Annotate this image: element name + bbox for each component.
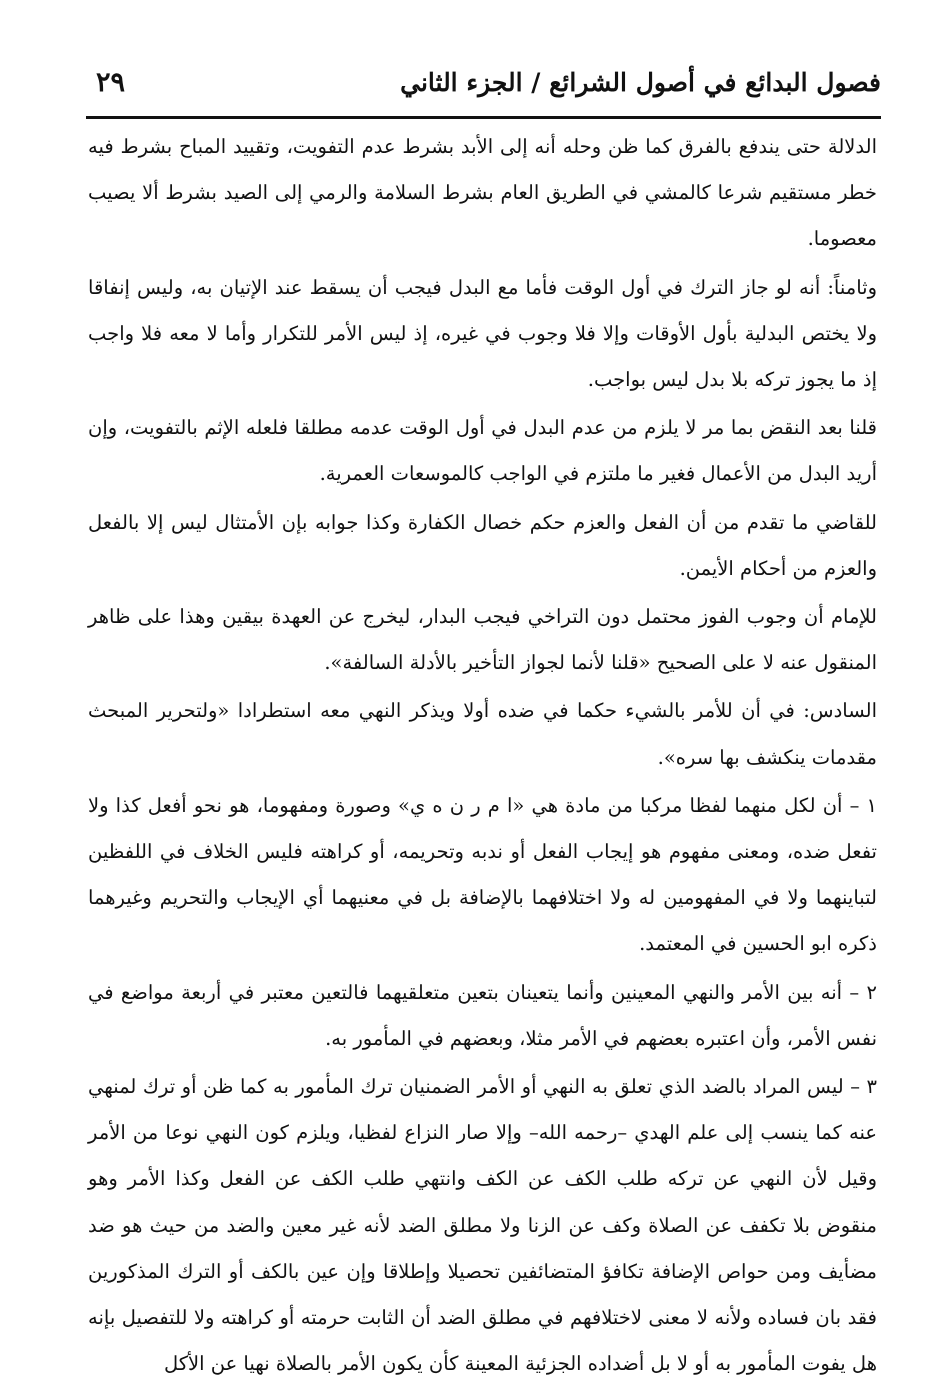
numbered-paragraph: ١ – أن لكل منهما لفظا مركبا من مادة هي «ا م ر ن ه ي» وصورة ومفهوما، هو نحو أفعل كذا ولا تفعل ضده، ومعنى مفهوم هو إيجاب الفعل أو ندبه وتحريمه، أو كراهته فليس الخلاف في اللفظين لتباينهما ولا في المفهومين له ولا اختلافهما بالإضافة بل في معنيهما أي الإيجاب والتحريم وغيرهما ذكره ابو الحسين في المعتمد.: [88, 793, 877, 956]
numbered-paragraph: ٣ – ليس المراد بالضد الذي تعلق به النهي أو الأمر الضمنيان ترك المأمور به كما ظن أو ترك لمنهي عنه كما ينسب إلى علم الهدي –رحمه الله– وإلا صار النزاع لفظيا، ويلزم كون النهي نوعا من الأمر وقيل لأن النهي عن تركه طلب الكف عن الكف وانتهي طلب الكف عن الفعل وكذا الأمر وهو منقوض بلا تكفف عن الصلاة وكف عن الزنا ولا مطلق الضد لأنه غير معين والضد من حيث هو ضد مضأيف ومن حواص الإضافة تكافؤ المتضائفين تحصيلا وإطلاقا وإن عين بالكف أو الترك المذكورين فقد بان فساده ولأنه لا معنى لاختلافهم في مطلق الضد أن الثابت حرمته أو كراهته ولا للتفصيل بإنه هل يفوت المأمور به أو لا بل أضداده الجزئية المعينة كأن يكون الأمر بالصلاة نهيا عن الأكل: [88, 1075, 877, 1376]
book-title: فصول البدائع في أصول الشرائع / الجزء الثاني: [400, 67, 881, 97]
paragraph: السادس: في أن للأمر بالشيء حكما في ضده أولا ويذكر النهي معه استطرادا «ولتحرير المبحث مقدمات ينكشف بها سره».: [88, 699, 877, 769]
body-text: [88, 124, 877, 1387]
paragraph: للإمام أن وجوب الفوز محتمل دون التراخي فيجب البدار، ليخرج عن العهدة بيقين وهذا على ظاهر المنقول عنه لا على الصحيح «قلنا لأنما لجواز التأخير بالأدلة السالفة».: [88, 605, 877, 675]
paragraph: الدلالة حتى يندفع بالفرق كما ظن وحله أنه إلى الأبد بشرط عدم التفويت، وتقييد المباح بشرط فيه خطر مستقيم شرعا كالمشي في الطريق العام بشرط السلامة والرمي إلى الصيد بشرط ألا يصيب معصوما.: [88, 135, 877, 251]
header-rule: [86, 116, 881, 119]
paragraph: قلنا بعد النقض بما مر لا يلزم من عدم البدل في أول الوقت عدمه مطلقا فلعله الإثم بالتفويت، وإن أريد البدل من الأعمال فغير ما ملتزم في الواجب كالموسعات العمرية.: [88, 416, 877, 486]
running-header: [86, 56, 881, 108]
numbered-paragraph: ٢ – أنه بين الأمر والنهي المعينين وأنما يتعينان بتعين متعلقيهما فالتعين معتبر في أربعة مواضع في نفس الأمر، وأن اعتبره بعضهم في الأمر مثلا، وبعضهم في المأمور به.: [88, 980, 877, 1050]
paragraph: للقاضي ما تقدم من أن الفعل والعزم حكم خصال الكفارة وكذا جوابه بإن الأمتثال ليس إلا بالفعل والعزم من أحكام الأيمن.: [88, 510, 877, 580]
page-number: ٢٩: [96, 66, 126, 98]
paragraph: وثامناً: أنه لو جاز الترك في أول الوقت فأما مع البدل فيجب أن يسقط عند الإتيان به، وليس إنفاقا ولا يختص البدلية بأول الأوقات وإلا فلا وجوب في غيره، إذ ليس الأمر للتكرار وأما لا معه فلا واجب إذ ما يجوز تركه بلا بدل ليس بواجب.: [88, 275, 877, 392]
